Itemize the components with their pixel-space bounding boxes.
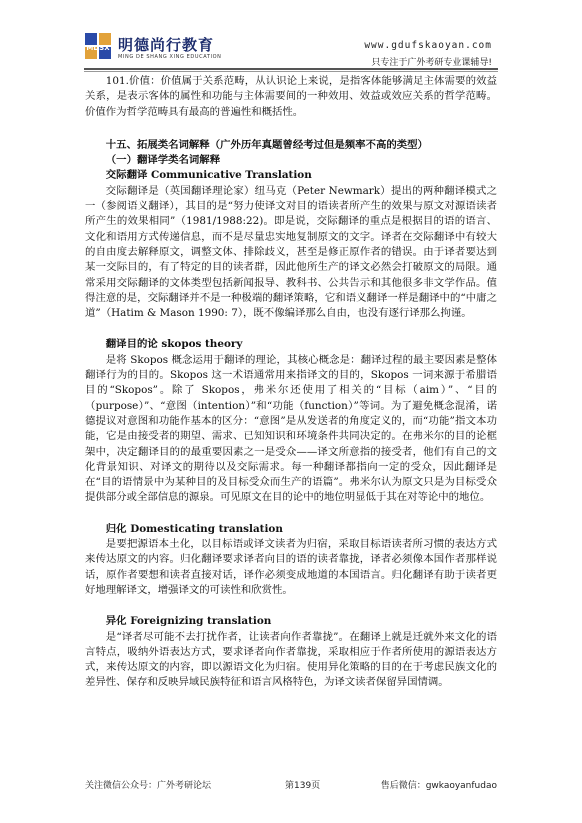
term-title-domesticating: 归化 Domesticating translation: [105, 522, 283, 535]
term-text-domesticating: 是要把源语本土化，以目标语或译文读者为归宿，采取目标语读者所习惯的表达方式来传达原文的内容。归化翻译要求译者向目的语的读者靠拢，译者必须像本国作者那样说话，原作者要想和读者直接对话，译作必须变成地道的本国语言。归化翻译有助于读者更好地理解译文，增强译文的可读性和欣赏性。: [85, 538, 497, 596]
page-content: [85, 74, 497, 691]
footer-support-wechat: 售后微信：gwkaoyanfudao: [380, 781, 497, 791]
svg-text:MDSX: MDSX: [86, 44, 110, 52]
term-text-foreignizing: 是“译者尽可能不去打扰作者，让读者向作者靠拢”。在翻译上就是迁就外来文化的语言特点，吸纳外语表达方式，要求译者向作者靠拢，采取相应于作者所使用的源语表达方式，来传达原文的内容，即以源语文化为归宿。使用异化策略的目的在于考虑民族文化的差异性、保存和反映异域民族特征和语言风格特色，为译文读者保留异国情调。: [85, 630, 497, 689]
term-text-communicative: 交际翻译是（英国翻译理论家）纽马克（Peter Newmark）提出的两种翻译模式之一（参阅语义翻译），其目的是“努力使译文对目的语读者所产生的效果与原文对源语读者所产生的效果相同”（1981/1988:22)。即是说，交际翻译的重点是根据目的语的语言、文化和语用方式传递信息，而不是尽量忠实地复制原文的文字。译者在交际翻译中有较大的自由度去解释原文，调整文体、排除歧义，甚至是修正原作者的错误。由于译者要达到某一交际目的，有了特定的目的读者群，因此他所生产的译文必然会打破原文的局限。通常采用交际翻译的文体类型包括新闻报导、教科书、公共告示和其他很多非文学作品。值得注意的是，交际翻译并不是一种极端的翻译策略，它和语义翻译一样是翻译中的“中庸之道”（Hatim & Mason 1990: 7），既不像编译那么自由，也没有逐行译那么拘谨。: [85, 184, 497, 320]
brand-name-cn: 明德尚行教育: [118, 36, 215, 54]
term-title-skopos: 翻译目的论 skopos theory: [105, 338, 243, 351]
term-title-foreignizing: 异化 Foreignizing translation: [105, 615, 272, 628]
logo-emblem-icon: [84, 32, 112, 60]
subsection-title: （一）翻译学类名词解释: [105, 154, 221, 167]
footer-wechat-account: 关注微信公众号：广外考研论坛: [85, 781, 212, 791]
term-title-communicative: 交际翻译 Communicative Translation: [105, 169, 312, 182]
page-header: [0, 0, 582, 72]
brand-logo: [84, 32, 244, 66]
page-number: 第139页: [285, 781, 321, 791]
site-url: www.gdufskaoyan.com: [364, 40, 492, 51]
term-text-skopos: 是将 Skopos 概念运用于翻译的理论，其核心概念是：翻译过程的最主要因素是整体翻译行为的目的。Skopos 这一术语通常用来指译文的目的，Skopos 一词来源于希腊语目的“Skopos”。除了 Skopos，弗米尔还使用了相关的“目标（aim）”、“目的（purpose）”、“意图（intention）”和“功能（function）”等词。为了避免概念混淆，诺德提议对意图和功能作基本的区分：“意图”是从发送者的角度定义的，而“功能”指文本功能，它是由接受者的期望、需求、已知知识和环境条件共同决定的。在弗米尔的目的论框架中，决定翻译目的的最重要因素之一是受众——译文所意指的接受者，他们有自己的文化背景知识、对译文的期待以及交际需求。每一种翻译都指向一定的受众，因此翻译是在“目的语情景中为某种目的及目标受众而生产的语篇”。弗米尔认为原文只是为目标受众提供部分或全部信息的源泉。可见原文在目的论中的地位明显低于其在对等论中的地位。: [85, 353, 497, 504]
section-title: 十五、拓展类名词解释（广外历年真题曾经考过但是频率不高的类型）: [105, 138, 428, 151]
site-slogan: 只专注于广外考研专业课辅导!: [371, 58, 492, 68]
brand-name-en: MING DE SHANG XING EDUCATION: [118, 54, 222, 60]
paragraph-value-definition: 101.价值：价值属于关系范畴，从认识论上来说，是指客体能够满足主体需要的效益关系，是表示客体的属性和功能与主体需要间的一种效用、效益或效应关系的哲学范畴。价值作为哲学范畴具有最高的普遍性和概括性。: [85, 75, 497, 118]
header-divider-thin: [84, 71, 498, 72]
page-footer: [85, 778, 497, 794]
header-divider: [84, 68, 498, 70]
